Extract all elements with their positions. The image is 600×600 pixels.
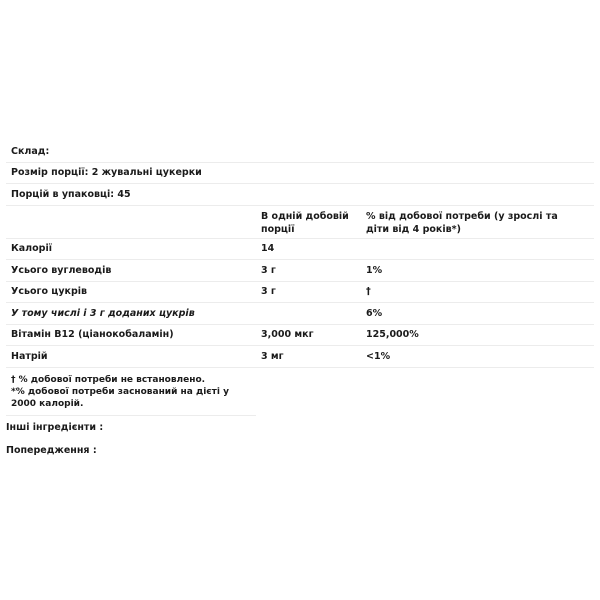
nutrient-daily-value: <1% [366, 350, 391, 362]
footnote-diet-basis: *% добової потреби заснований на дієті у 2000 калорій. [11, 386, 229, 409]
nutrient-row [6, 303, 594, 325]
nutrient-row [6, 346, 594, 368]
footnotes [6, 368, 256, 416]
nutrient-amount: 14 [261, 243, 275, 255]
nutrient-name: Усього вуглеводів [11, 264, 112, 276]
warnings-label: Попередження : [6, 445, 97, 456]
nutrient-amount: 3 мг [261, 350, 284, 362]
other-ingredients-label: Інші інгредієнти : [6, 422, 104, 433]
composition-row [6, 141, 594, 163]
nutrient-amount: 3 г [261, 264, 276, 276]
nutrient-row [6, 260, 594, 282]
nutrient-name: Калорії [11, 243, 52, 255]
serving-size: Розмір порції: 2 жувальні цукерки [11, 167, 202, 179]
servings-per-container-row [6, 184, 594, 206]
nutrient-daily-value: † [366, 286, 371, 298]
composition-label: Склад: [11, 145, 50, 157]
nutrient-name: У тому числі і 3 г доданих цукрів [11, 307, 195, 319]
nutrient-amount: 3,000 мкг [261, 329, 314, 341]
amount-column-header: В одній добовій порції [261, 210, 349, 235]
nutrient-row [6, 282, 594, 304]
nutrient-row [6, 239, 594, 261]
nutrient-daily-value: 1% [366, 264, 383, 276]
table-header-row [6, 206, 594, 239]
nutrient-rows [6, 239, 594, 368]
supplement-facts-table [6, 141, 594, 416]
nutrient-name: Натрій [11, 350, 48, 362]
nutrient-daily-value: 125,000% [366, 329, 419, 341]
footnote-dv-not-established: † % добової потреби не встановлено. [11, 374, 206, 385]
nutrient-name: Вітамін B12 (ціанокобаламін) [11, 329, 174, 341]
nutrient-daily-value: 6% [366, 307, 383, 319]
servings-per-container: Порцій в упаковці: 45 [11, 188, 131, 200]
nutrient-name: Усього цукрів [11, 286, 88, 298]
nutrient-row [6, 325, 594, 347]
serving-size-row [6, 163, 594, 185]
daily-value-column-header: % від добової потреби (у зрослі та діти від 4 років*) [366, 210, 558, 235]
nutrient-amount: 3 г [261, 286, 276, 298]
